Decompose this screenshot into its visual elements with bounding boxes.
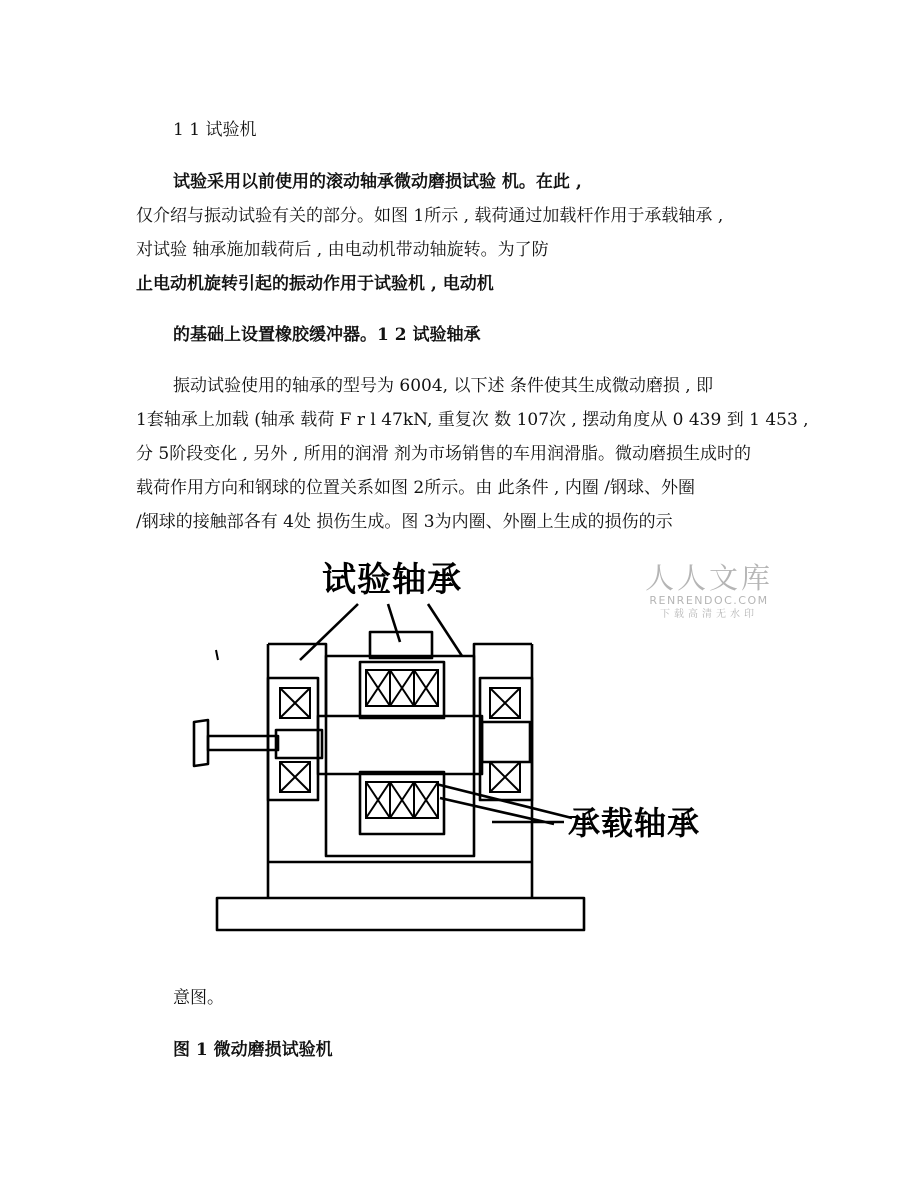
paragraph-line: /钢球的接触部各有 4处 损伤生成。图 3为内圈、外圈上生成的损伤的示	[136, 512, 673, 532]
figure-caption: 图 1 微动磨损试验机	[173, 1040, 333, 1060]
watermark-url: RENRENDOC.COM	[649, 594, 769, 607]
paragraph-line: 振动试验使用的轴承的型号为 6004, 以下述 条件使其生成微动磨损 , 即	[173, 376, 714, 396]
paragraph-line: 止电动机旋转引起的振动作用于试验机 , 电动机	[136, 274, 494, 294]
bearing-element-right-bottom	[490, 762, 520, 792]
bearing-element-left-top	[280, 688, 310, 718]
base-plate	[217, 898, 584, 930]
bearing-element-center-bottom-3	[414, 782, 438, 818]
load-rod-head	[370, 632, 432, 658]
bearing-element-right-top	[490, 688, 520, 718]
paragraph-line: 试验采用以前使用的滚动轴承微动磨损试验 机。在此 ,	[173, 172, 582, 192]
figure-label-test-bearing: 试验轴承	[322, 560, 462, 600]
bearing-element-center-bottom-2	[390, 782, 414, 818]
watermark-title: 人人文库	[644, 561, 773, 595]
scan-mark	[216, 650, 218, 660]
shaft	[318, 716, 482, 774]
paragraph-line: 载荷作用方向和钢球的位置关系如图 2所示。由 此条件 , 内圈 /钢球、外圈	[136, 478, 695, 498]
bearing-element-center-top-1	[366, 670, 390, 706]
test-machine-drawing	[180, 552, 600, 947]
watermark-tagline: 下载高清无水印	[660, 609, 758, 620]
watermark	[644, 562, 774, 622]
paragraph-line: 仅介绍与振动试验有关的部分。如图 1所示 , 载荷通过加载杆作用于承载轴承 ,	[136, 206, 724, 226]
test-machine-figure	[180, 552, 701, 947]
bearing-element-center-top-2	[390, 670, 414, 706]
bolt-head	[194, 720, 208, 766]
paragraph-line: 1套轴承上加载 (轴承 载荷 F r l 47kN, 重复次 数 107次 , 摆动角度从 0 439 到 1 453 ,	[136, 410, 809, 430]
paragraph-line: 对试验 轴承施加载荷后 , 由电动机带动轴旋转。为了防	[136, 240, 549, 260]
leader-load-bearing	[436, 784, 572, 824]
bearing-element-center-top-3	[414, 670, 438, 706]
section-heading-test-machine: 1 1 试验机	[173, 120, 257, 140]
bearing-element-left-bottom	[280, 762, 310, 792]
paragraph-line: 意图。	[173, 988, 224, 1008]
figure-label-load-bearing: 承载轴承	[568, 804, 701, 842]
paragraph-line: 的基础上设置橡胶缓冲器。1 2 试验轴承	[173, 325, 481, 345]
paragraph-line: 分 5阶段变化 , 另外 , 所用的润滑 剂为市场销售的车用润滑脂。微动磨损生成时的	[136, 444, 752, 464]
bearing-element-center-bottom-1	[366, 782, 390, 818]
